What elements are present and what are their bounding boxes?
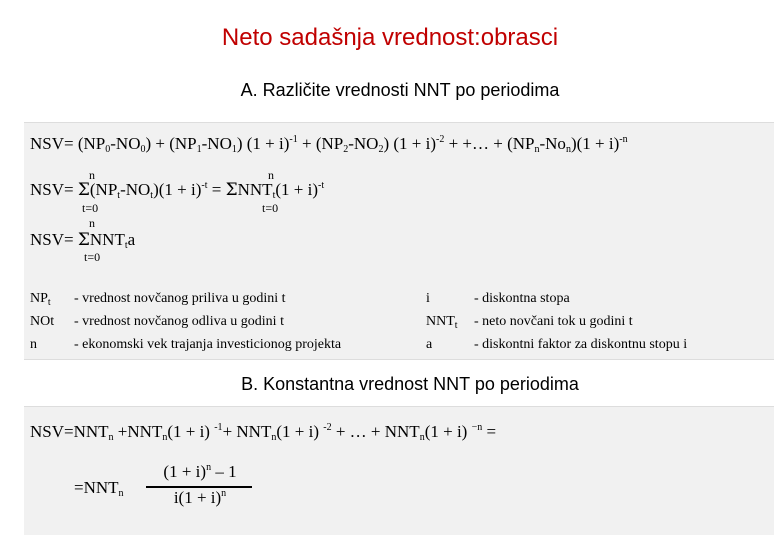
sigma-symbol: Σ — [77, 230, 90, 250]
legend-item: NOt - vrednost novčanog odliva u godini t — [30, 314, 284, 329]
sum-lower-limit: t=0 — [84, 250, 101, 264]
page-title: Neto sadašnja vrednost:obrasci — [221, 24, 559, 51]
sum-upper-limit: n — [89, 216, 95, 230]
legend-item: $NNT_t$ - neto novčani tok u godini t — [426, 314, 633, 331]
fraction-numerator: $(1 + i)^n - 1$ — [163, 462, 237, 481]
sum-upper-limit: n — [268, 168, 274, 182]
legend-item: a - diskontni faktor za diskontnu stopu i — [426, 337, 688, 352]
fraction-denominator: $i(1 + i)^n$ — [173, 488, 227, 507]
legend-item: i - diskontna stopa — [426, 291, 570, 306]
legend-left — [30, 289, 341, 358]
section-a-heading: A. Različite vrednosti NNT po periodima — [240, 80, 560, 100]
legend-item: n - ekonomski vek trajanja investicionog projekta — [30, 337, 342, 352]
section-b-heading: B. Konstantna vrednost NNT po periodima — [241, 374, 579, 394]
legend-item: $NP_t$ - vrednost novčanog priliva u godini t — [30, 291, 286, 308]
formula-a1: $NSV= (NP_0-NO_0) + (NP_1-NO_1) (1 + i)^{-1} + (NP_2-NO_2) (1 + i)^{-2}$ + +… + $(NP_n-No_n)(1 + i)^{-n}$ — [30, 134, 628, 155]
sum-upper-limit: n — [89, 168, 95, 182]
sum-lower-limit: t=0 — [82, 201, 99, 215]
formula-a3: $NSV= \Sigma NNT_ta$ — [30, 230, 136, 251]
formula-b1: $NSV=NNT_n +NNT_n(1 + i)$ $^{-1}+ NNT_n(1 + i) ^{-2}$ + … + $NNT_n(1 + i) ^{-n}$ = — [30, 422, 497, 443]
sigma-symbol: Σ — [77, 180, 90, 200]
sum-lower-limit: t=0 — [262, 201, 279, 215]
formula-a2: $NSV= \Sigma(NP_t-NO_t)(1 + i)^{-t} = \Sigma NNT_t(1 + i)^{-t}$ — [30, 180, 325, 201]
formula-b2-prefix: $=NNT_n$ — [74, 478, 124, 499]
legend-right — [426, 289, 687, 358]
sigma-symbol: Σ — [225, 180, 238, 200]
